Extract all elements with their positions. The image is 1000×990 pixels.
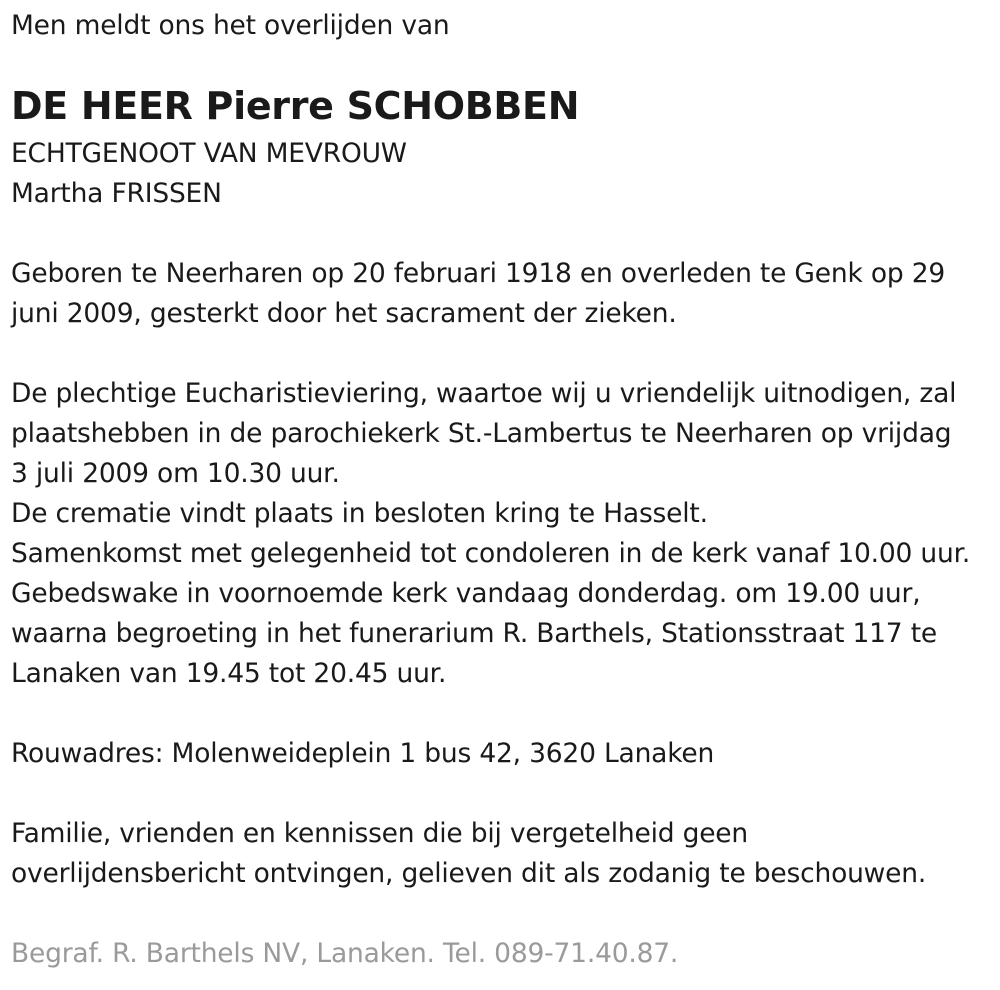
family-paragraph: [11, 814, 926, 894]
paragraph-line: De plechtige Eucharistieviering, waartoe wij u vriendelijk uitnodigen, zal: [11, 378, 957, 409]
paragraph-line: Gebedswake in voornoemde kerk vandaag donderdag. om 19.00 uur,: [11, 578, 921, 609]
mourning-address: [11, 734, 714, 774]
birth-death-paragraph: [11, 254, 945, 334]
paragraph-line: 3 juli 2009 om 10.30 uur.: [11, 458, 340, 489]
paragraph-line: waarna begroeting in het funerarium R. Barthels, Stationsstraat 117 te: [11, 618, 937, 649]
funeral-home-footer: Begraf. R. Barthels NV, Lanaken. Tel. 089-71.40.87.: [11, 938, 679, 969]
spouse-name: Martha FRISSEN: [11, 178, 222, 209]
deceased-name: DE HEER Pierre SCHOBBEN: [11, 84, 580, 128]
paragraph-line: juni 2009, gesterkt door het sacrament der zieken.: [11, 298, 677, 329]
spouse-title: ECHTGENOOT VAN MEVROUW: [11, 138, 407, 169]
paragraph-line: Familie, vrienden en kennissen die bij vergetelheid geen: [11, 818, 749, 849]
paragraph-line: overlijdensbericht ontvingen, gelieven dit als zodanig te beschouwen.: [11, 858, 927, 889]
intro-text: Men meldt ons het overlijden van: [11, 10, 450, 41]
paragraph-line: plaatshebben in de parochiekerk St.-Lambertus te Neerharen op vrijdag: [11, 418, 952, 449]
ceremony-paragraph: [11, 374, 970, 694]
paragraph-line: Geboren te Neerharen op 20 februari 1918 en overleden te Genk op 29: [11, 258, 946, 289]
address-line: Rouwadres: Molenweideplein 1 bus 42, 3620 Lanaken: [11, 738, 715, 769]
paragraph-line: De crematie vindt plaats in besloten kring te Hasselt.: [11, 498, 708, 529]
paragraph-line: Samenkomst met gelegenheid tot condoleren in de kerk vanaf 10.00 uur.: [11, 538, 971, 569]
paragraph-line: Lanaken van 19.45 tot 20.45 uur.: [11, 658, 447, 689]
